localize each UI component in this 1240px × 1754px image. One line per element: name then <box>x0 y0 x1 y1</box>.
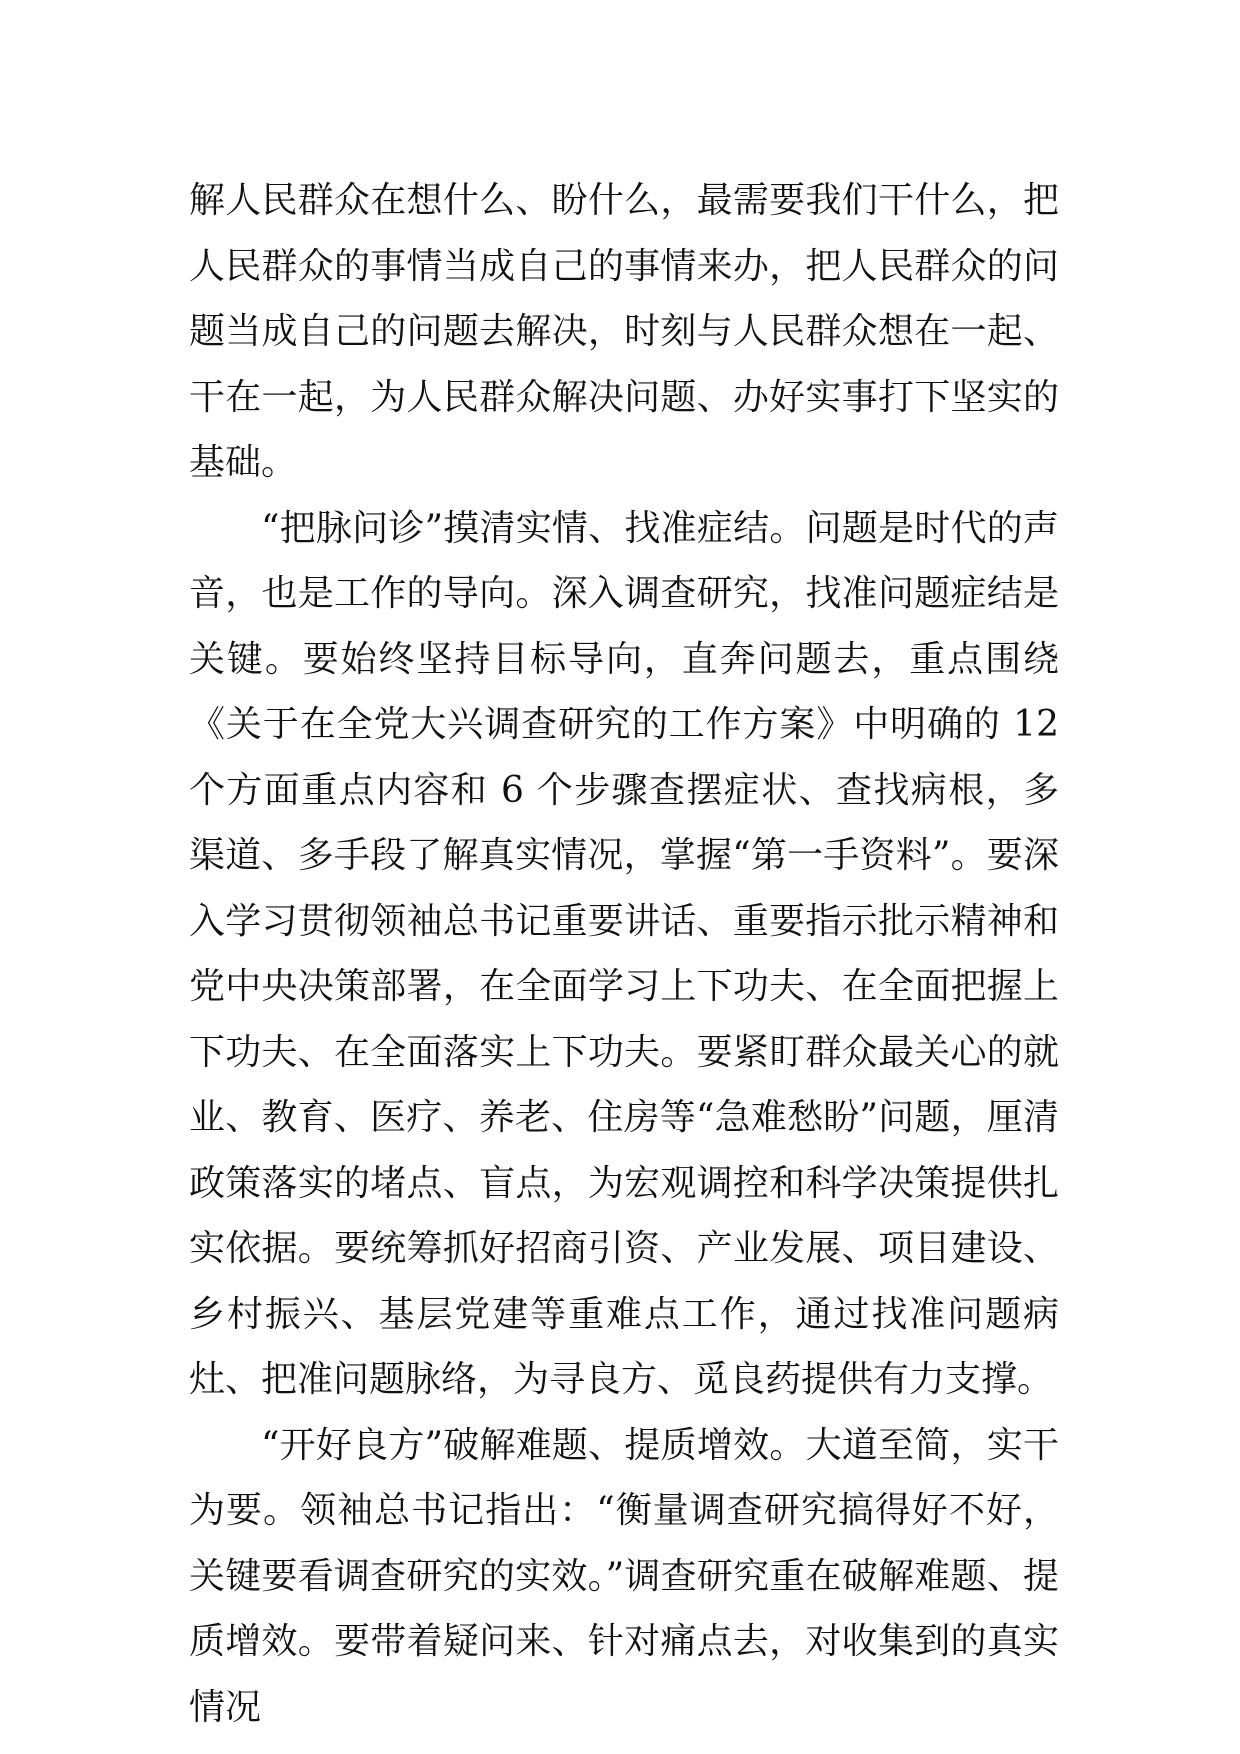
paragraph-solutions: “开好良方”破解难题、提质增效。大道至简，实干为要。领袖总书记指出：“衡量调查研究搞得好不好，关键要看调查研究的实效。”调查研究重在破解难题、提质增效。要带着疑问来、针对痛点去，对收集到的真实情况 <box>189 1424 1059 1728</box>
paragraph-continuation: 解人民群众在想什么、盼什么，最需要我们干什么，把人民群众的事情当成自己的事情来办，把人民群众的问题当成自己的问题去解决，时刻与人民群众想在一起、干在一起，为人民群众解决问题、办好实事打下坚实的基础。 <box>189 180 1059 483</box>
body-text <box>189 168 1059 1740</box>
paragraph-diagnosis: “把脉问诊”摸清实情、找准症结。问题是时代的声音，也是工作的导向。深入调查研究，找准问题症结是关键。要始终坚持目标导向，直奔问题去，重点围绕《关于在全党大兴调查研究的工作方案》中明确的 12 个方面重点内容和 6 个步骤查摆症状、查找病根，多渠道、多手段了解真实情况，掌握“第一手资料”。要深入学习贯彻领袖总书记重要讲话、重要指示批示精神和党中央决策部署，在全面学习上下功夫、在全面把握上下功夫、在全面落实上下功夫。要紧盯群众最关心的就业、教育、医疗、养老、住房等“急难愁盼”问题，厘清政策落实的堵点、盲点，为宏观调控和科学决策提供扎实依据。要统筹抓好招商引资、产业发展、项目建设、乡村振兴、基层党建等重难点工作，通过找准问题病灶、把准问题脉络，为寻良方、觅良药提供有力支撑。 <box>189 507 1059 1400</box>
